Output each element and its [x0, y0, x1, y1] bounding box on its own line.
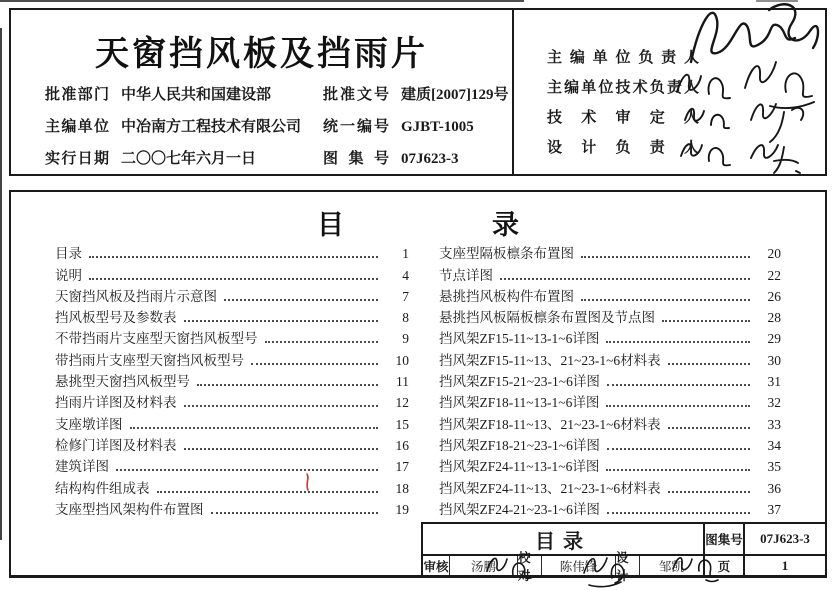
toc-leader-dots — [265, 340, 379, 343]
toc-entry-label: 挡风架ZF24-11~13-1~6详图 — [439, 459, 600, 475]
toc-entry-label: 支座型隔板檩条布置图 — [439, 246, 574, 262]
toc-leader-dots — [211, 511, 379, 514]
staff-signature-scribble — [483, 549, 525, 579]
sheet-title: 目录 — [535, 530, 591, 553]
toc-leader-dots — [581, 255, 750, 258]
toc-leader-dots — [89, 255, 378, 258]
staff-name-reviewer — [450, 556, 517, 575]
meta-value-chief-editor: 中冶南方工程技术有限公司 — [121, 119, 302, 135]
toc-entry — [55, 347, 409, 368]
toc-entry-page: 33 — [767, 416, 781, 432]
toc-entry-page: 28 — [767, 310, 781, 326]
page-number-value: 1 — [743, 556, 825, 575]
toc-leader-dots — [607, 383, 750, 386]
scan-edge-top — [0, 0, 524, 2]
signatory-role-reviewer: 技术审定人 — [547, 110, 699, 126]
staff-name-text: 邹凯 — [658, 559, 684, 574]
toc-entry-label: 建筑详图 — [55, 459, 109, 475]
toc-entry — [55, 475, 409, 496]
toc-leader-dots — [130, 426, 379, 429]
staff-name-designer — [640, 556, 703, 575]
toc-entry-page: 8 — [402, 310, 409, 326]
staff-role-designer: 设计 — [615, 556, 640, 575]
toc-entry — [439, 497, 781, 518]
toc-entry-page: 29 — [767, 331, 781, 347]
toc-entry — [55, 262, 409, 283]
toc-entry — [439, 262, 781, 283]
toc-entry-page: 37 — [767, 501, 781, 517]
staff-name-text: 陈伟锋 — [559, 559, 598, 574]
toc-entry-page: 15 — [395, 416, 409, 432]
toc-entry-page: 31 — [767, 374, 781, 390]
toc-leader-dots — [251, 362, 378, 365]
toc-entry — [55, 411, 409, 432]
toc-entry-label: 悬挑挡风板构件布置图 — [439, 288, 574, 304]
handwritten-signatures — [667, 0, 834, 186]
toc-entry-label: 挡风架ZF24-11~13、21~23-1~6材料表 — [439, 480, 661, 496]
toc-leader-dots — [581, 298, 750, 301]
staff-name-text: 汤鹏 — [470, 559, 496, 574]
meta-value-unified-no: GJBT-1005 — [401, 119, 474, 135]
meta-value-approval-dept: 中华人民共和国建设部 — [121, 87, 272, 103]
signatory-role-chief: 主编单位负责人 — [547, 50, 699, 66]
toc-leader-dots — [607, 511, 750, 514]
toc-entry — [439, 433, 781, 454]
toc-entry — [439, 326, 781, 347]
scan-edge-left — [0, 28, 2, 540]
toc-entry-label: 挡风架ZF18-11~13-1~6详图 — [439, 395, 600, 411]
meta-label-atlas-no: 图集号 — [323, 151, 389, 167]
toc-entry-label: 支座型挡风架构件布置图 — [55, 501, 204, 517]
title-block — [421, 522, 825, 583]
toc-entry-page: 26 — [767, 288, 781, 304]
staff-signature-scribble — [581, 549, 623, 579]
toc-leader-dots — [606, 340, 750, 343]
toc-entry — [55, 454, 409, 475]
toc-heading — [11, 203, 825, 242]
toc-heading-char-right: 录 — [492, 210, 519, 240]
toc-entry-label: 挡风架ZF15-21~23-1~6详图 — [439, 374, 600, 390]
meta-label-effective-date: 实行日期 — [45, 151, 109, 167]
toc-entry-label: 挡风架ZF18-11~13、21~23-1~6材料表 — [439, 416, 661, 432]
toc-entry-page: 19 — [395, 501, 409, 517]
toc-leader-dots — [116, 468, 378, 471]
toc-entry — [55, 497, 409, 518]
signatory-role-designer: 设计负责人 — [547, 140, 699, 156]
toc-entry — [439, 284, 781, 305]
toc-entry-label: 挡风架ZF15-11~13-1~6详图 — [439, 331, 600, 347]
meta-label-approval-dept: 批准部门 — [45, 87, 109, 103]
atlas-number-value: 07J623-3 — [743, 524, 825, 554]
meta-label-chief-editor: 主编单位 — [45, 119, 109, 135]
toc-entry-page: 30 — [767, 352, 781, 368]
toc-entry-page: 20 — [767, 246, 781, 262]
toc-leader-dots — [89, 277, 378, 280]
toc-entry-page: 12 — [395, 395, 409, 411]
toc-entry-label: 结构构件组成表 — [55, 480, 150, 496]
atlas-number-label: 图集号 — [703, 524, 743, 554]
toc-entry — [439, 305, 781, 326]
toc-entry — [439, 411, 781, 432]
toc-entry-label: 检修门详图及材料表 — [55, 437, 177, 453]
meta-label-approval-doc: 批准文号 — [323, 87, 389, 103]
red-pen-mark — [303, 472, 313, 494]
toc-entry — [55, 326, 409, 347]
toc-entry-label: 说明 — [55, 267, 82, 283]
toc-leader-dots — [184, 319, 379, 322]
page-title: 天窗挡风板及挡雨片 — [95, 36, 428, 73]
signatory-role-tech-chief: 主编单位技术负责人 — [547, 80, 699, 96]
toc-entry — [439, 241, 781, 262]
toc-entry-page: 11 — [396, 374, 409, 390]
toc-entry — [55, 369, 409, 390]
staff-cells — [423, 550, 703, 583]
toc-entry-page: 4 — [402, 267, 409, 283]
toc-entry-label: 不带挡雨片支座型天窗挡风板型号 — [55, 331, 258, 347]
toc-entry-page: 7 — [402, 288, 409, 304]
approval-meta — [45, 86, 509, 169]
toc-leader-dots — [606, 468, 750, 471]
toc-leader-dots — [197, 383, 378, 386]
toc-entry — [55, 433, 409, 454]
toc-entry-label: 挡风架ZF18-21~23-1~6详图 — [439, 437, 600, 453]
toc-leader-dots — [184, 404, 379, 407]
meta-value-effective-date: 二〇〇七年六月一日 — [121, 151, 257, 167]
toc-entry-page: 17 — [395, 459, 409, 475]
toc-entry-page: 32 — [767, 395, 781, 411]
toc-entry — [55, 284, 409, 305]
toc-entry — [439, 369, 781, 390]
toc-entry-page: 36 — [767, 480, 781, 496]
meta-value-atlas-no: 07J623-3 — [401, 151, 459, 167]
toc-entry — [439, 454, 781, 475]
signatures-panel — [512, 8, 827, 176]
toc-entry-label: 悬挑型天窗挡风板型号 — [55, 374, 190, 390]
toc-entry-label: 支座墩详图 — [55, 416, 123, 432]
toc-entry-page: 22 — [767, 267, 781, 283]
toc-entry-page: 18 — [395, 480, 409, 496]
staff-role-checker: 校对 — [517, 556, 542, 575]
toc-column-left — [55, 241, 409, 518]
toc-entry — [55, 241, 409, 262]
toc-heading-char-left: 目 — [317, 210, 344, 240]
toc-leader-dots — [668, 426, 750, 429]
toc-entry — [55, 390, 409, 411]
toc-entry-label: 挡风架ZF24-21~23-1~6详图 — [439, 501, 600, 517]
toc-leader-dots — [662, 319, 750, 322]
toc-entry — [439, 347, 781, 368]
meta-label-unified-no: 统一编号 — [323, 119, 389, 135]
toc-entry — [439, 390, 781, 411]
toc-leader-dots — [668, 362, 750, 365]
toc-entry-label: 悬挑挡风板隔板檩条布置图及节点图 — [439, 310, 655, 326]
staff-signature-scribble — [669, 549, 711, 579]
toc-leader-dots — [606, 404, 750, 407]
toc-leader-dots — [668, 490, 750, 493]
toc-entry-page: 1 — [402, 246, 409, 262]
toc-entry-label: 带挡雨片支座型天窗挡风板型号 — [55, 352, 244, 368]
staff-role-reviewer: 审核 — [423, 556, 450, 575]
toc-entry-label: 天窗挡风板及挡雨片示意图 — [55, 288, 217, 304]
toc-panel — [9, 190, 827, 583]
page-number-label: 页 — [703, 556, 743, 575]
toc-column-right — [439, 241, 781, 518]
toc-entry-label: 目录 — [55, 246, 82, 262]
meta-value-approval-doc: 建质[2007]129号 — [401, 87, 509, 103]
toc-leader-dots — [500, 277, 750, 280]
toc-entry-page: 16 — [395, 437, 409, 453]
toc-entry-label: 挡风架ZF15-11~13、21~23-1~6材料表 — [439, 352, 661, 368]
toc-entry — [55, 305, 409, 326]
toc-entry-page: 35 — [767, 459, 781, 475]
toc-entry-page: 10 — [395, 352, 409, 368]
toc-entry-label: 节点详图 — [439, 267, 493, 283]
toc-leader-dots — [224, 298, 378, 301]
toc-entry-page: 34 — [767, 437, 781, 453]
title-block-bottom-row — [423, 550, 825, 583]
toc-leader-dots — [157, 490, 379, 493]
toc-entry — [439, 475, 781, 496]
toc-leader-dots — [607, 447, 750, 450]
toc-entry-label: 挡风板型号及参数表 — [55, 310, 177, 326]
toc-entry-page: 9 — [402, 331, 409, 347]
toc-leader-dots — [184, 447, 379, 450]
title-header-panel — [9, 8, 514, 176]
staff-name-checker — [542, 556, 615, 575]
toc-entry-label: 挡雨片详图及材料表 — [55, 395, 177, 411]
